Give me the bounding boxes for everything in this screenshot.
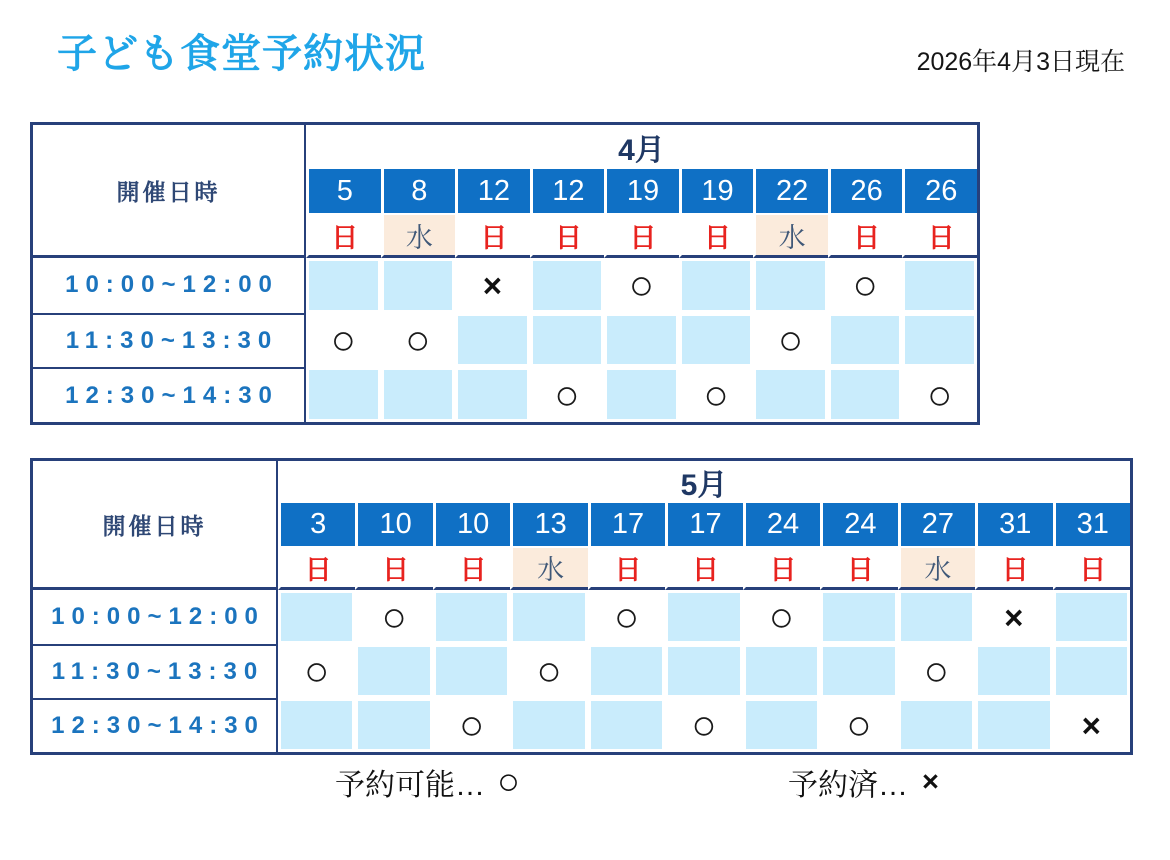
slot-available xyxy=(588,590,665,644)
slot-empty xyxy=(665,644,742,698)
date-cell: 26 xyxy=(828,169,903,213)
slot-empty xyxy=(381,258,456,313)
slot-empty xyxy=(828,313,903,368)
available-mark: ○ xyxy=(613,593,640,640)
available-mark: ○ xyxy=(330,315,356,363)
slot-available xyxy=(753,313,828,368)
date-cell: 12 xyxy=(530,169,605,213)
date-cell: 10 xyxy=(433,503,510,546)
time-slot-label: 10:00~12:00 xyxy=(33,590,278,644)
slot-available xyxy=(278,644,355,698)
slot-empty xyxy=(306,367,381,422)
slot-empty xyxy=(1053,590,1130,644)
slot-empty xyxy=(278,590,355,644)
slot-available xyxy=(679,367,754,422)
slot-available xyxy=(743,590,820,644)
available-mark: ○ xyxy=(536,647,562,694)
slot-available xyxy=(355,590,432,644)
month-header-may: 5月 xyxy=(680,469,728,502)
slot-booked xyxy=(1053,698,1130,752)
available-mark: ○ xyxy=(405,315,431,363)
slot-available xyxy=(510,644,587,698)
slot-empty xyxy=(753,367,828,422)
slot-available xyxy=(665,698,742,752)
slot-empty xyxy=(1053,644,1130,698)
day-cell: 日 xyxy=(433,546,510,590)
date-cell: 26 xyxy=(902,169,977,213)
available-mark: ○ xyxy=(777,315,804,363)
available-mark: ○ xyxy=(852,261,878,309)
slot-empty xyxy=(975,698,1052,752)
event-datetime-header: 開催日時 xyxy=(33,461,278,590)
slot-available xyxy=(433,698,510,752)
slot-empty xyxy=(455,313,530,368)
as-of-date: 2026年4月3日現在 xyxy=(916,48,1125,76)
reservation-table-may xyxy=(30,458,1133,755)
legend-available-label: 予約可能… xyxy=(335,769,485,802)
slot-available xyxy=(902,367,977,422)
day-cell: 水 xyxy=(898,546,975,590)
booked-mark: × xyxy=(1004,598,1024,636)
day-cell: 日 xyxy=(306,213,381,258)
available-mark: ○ xyxy=(304,647,330,694)
slot-empty xyxy=(510,590,587,644)
slot-empty xyxy=(455,367,530,422)
slot-empty xyxy=(898,698,975,752)
day-cell: 水 xyxy=(381,213,456,258)
date-cell: 24 xyxy=(743,503,820,546)
page-title: 子ども食堂予約状況 xyxy=(57,32,426,76)
slot-empty xyxy=(588,644,665,698)
day-cell: 日 xyxy=(820,546,897,590)
booked-mark: × xyxy=(482,266,503,304)
slot-empty xyxy=(588,698,665,752)
day-cell: 日 xyxy=(588,546,665,590)
available-mark-icon: ○ xyxy=(497,761,520,803)
slot-empty xyxy=(679,258,754,313)
available-mark: ○ xyxy=(923,647,950,694)
day-cell: 日 xyxy=(902,213,977,258)
time-slot-label: 11:30~13:30 xyxy=(33,644,278,698)
day-cell: 日 xyxy=(1053,546,1130,590)
slot-booked xyxy=(975,590,1052,644)
slot-empty xyxy=(306,258,381,313)
slot-empty xyxy=(898,590,975,644)
time-slot-label: 11:30~13:30 xyxy=(33,313,306,368)
available-mark: ○ xyxy=(691,701,717,748)
day-cell: 日 xyxy=(455,213,530,258)
date-cell: 17 xyxy=(665,503,742,546)
date-cell: 10 xyxy=(355,503,432,546)
slot-empty xyxy=(510,698,587,752)
time-slot-label: 12:30~14:30 xyxy=(33,698,278,752)
available-mark: ○ xyxy=(927,370,953,418)
available-mark: ○ xyxy=(846,701,872,748)
slot-available xyxy=(530,367,605,422)
slot-empty xyxy=(355,644,432,698)
available-mark: ○ xyxy=(768,593,795,640)
event-datetime-header: 開催日時 xyxy=(33,125,306,258)
reservation-table-april xyxy=(30,122,980,425)
slot-empty xyxy=(433,644,510,698)
booked-mark: × xyxy=(1081,706,1101,744)
slot-empty xyxy=(753,258,828,313)
slot-empty xyxy=(530,313,605,368)
available-mark: ○ xyxy=(458,701,485,748)
slot-empty xyxy=(433,590,510,644)
slot-empty xyxy=(604,313,679,368)
time-slot-label: 12:30~14:30 xyxy=(33,367,306,422)
slot-empty xyxy=(665,590,742,644)
day-cell: 日 xyxy=(975,546,1052,590)
slot-empty xyxy=(355,698,432,752)
slot-available xyxy=(306,313,381,368)
slot-available xyxy=(820,698,897,752)
available-mark: ○ xyxy=(703,370,729,418)
slot-available xyxy=(898,644,975,698)
date-cell: 31 xyxy=(975,503,1052,546)
date-cell: 3 xyxy=(278,503,355,546)
day-cell: 日 xyxy=(828,213,903,258)
date-cell: 22 xyxy=(753,169,828,213)
booked-mark-icon: × xyxy=(922,765,939,798)
slot-available xyxy=(828,258,903,313)
date-cell: 27 xyxy=(898,503,975,546)
slot-empty xyxy=(530,258,605,313)
available-mark: ○ xyxy=(554,370,580,418)
day-cell: 日 xyxy=(530,213,605,258)
slot-empty xyxy=(902,313,977,368)
available-mark: ○ xyxy=(628,261,655,309)
available-mark: ○ xyxy=(381,593,407,640)
slot-empty xyxy=(743,698,820,752)
day-cell: 日 xyxy=(355,546,432,590)
legend xyxy=(0,760,1170,808)
month-header-april: 4月 xyxy=(618,134,665,167)
day-cell: 水 xyxy=(510,546,587,590)
slot-empty xyxy=(828,367,903,422)
date-cell: 8 xyxy=(381,169,456,213)
date-cell: 17 xyxy=(588,503,665,546)
day-cell: 日 xyxy=(679,213,754,258)
legend-available xyxy=(335,760,520,804)
day-cell: 日 xyxy=(604,213,679,258)
slot-available xyxy=(604,258,679,313)
slot-empty xyxy=(820,590,897,644)
slot-booked xyxy=(455,258,530,313)
date-cell: 5 xyxy=(306,169,381,213)
day-cell: 日 xyxy=(743,546,820,590)
slot-empty xyxy=(902,258,977,313)
legend-booked xyxy=(788,760,939,804)
date-cell: 24 xyxy=(820,503,897,546)
date-cell: 13 xyxy=(510,503,587,546)
time-slot-label: 10:00~12:00 xyxy=(33,258,306,313)
slot-available xyxy=(381,313,456,368)
slot-empty xyxy=(975,644,1052,698)
slot-empty xyxy=(604,367,679,422)
slot-empty xyxy=(679,313,754,368)
day-cell: 日 xyxy=(278,546,355,590)
slot-empty xyxy=(381,367,456,422)
day-cell: 日 xyxy=(665,546,742,590)
date-cell: 19 xyxy=(604,169,679,213)
date-cell: 12 xyxy=(455,169,530,213)
slot-empty xyxy=(743,644,820,698)
slot-empty xyxy=(278,698,355,752)
date-cell: 31 xyxy=(1053,503,1130,546)
day-cell: 水 xyxy=(753,213,828,258)
legend-booked-label: 予約済… xyxy=(788,769,908,802)
slot-empty xyxy=(820,644,897,698)
date-cell: 19 xyxy=(679,169,754,213)
